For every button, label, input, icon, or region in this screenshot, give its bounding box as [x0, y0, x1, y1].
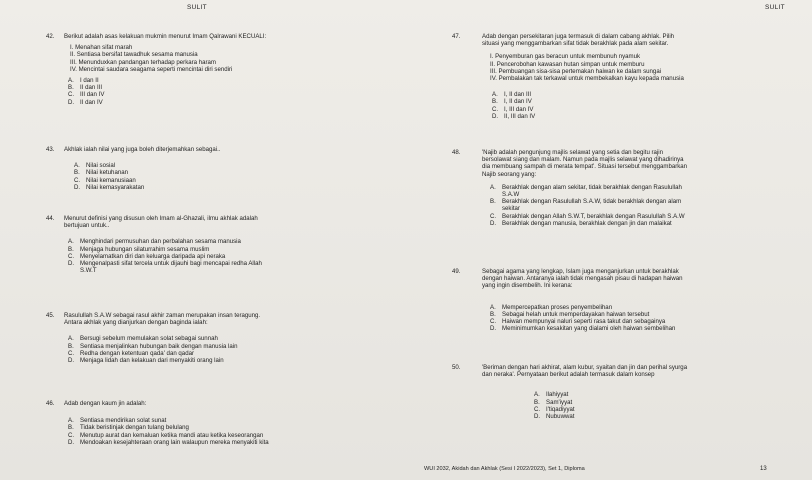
question-stem: bersolawat siang dan malam. Namun pada majlis selawat yang dihadirinya: [482, 156, 684, 164]
question-stem: Adab dengan persekitaran juga termasuk di dalam cabang akhlak. Pilih: [482, 33, 675, 40]
option-d[interactable]: D. Berakhlak dengan manusia, berakhlak dengan jin dan malaikat: [490, 219, 672, 227]
option-d[interactable]: D. Mendoakan kesejahteraan orang lain walaupun mereka menyakiti kita: [68, 438, 269, 446]
question-stem: bertujuan untuk..: [64, 222, 110, 230]
question-number: 49.: [452, 268, 461, 275]
option-c[interactable]: C. Nilai kemanusiaan: [74, 176, 136, 184]
option-b[interactable]: B. Nilai ketuhanan: [74, 169, 129, 177]
option-b-continuation: sekitar: [502, 205, 520, 213]
option-a[interactable]: A. Bersugi sebelum memulakan solat sebagai sunnah: [68, 335, 218, 343]
option-a[interactable]: A. Nilai sosial: [74, 162, 116, 170]
option-c[interactable]: C. III dan IV: [68, 91, 105, 99]
option-b[interactable]: B. Menjaga hubungan silaturrahim sesama muslim: [68, 245, 210, 253]
option-a-continuation: S.A.W: [502, 190, 520, 198]
option-a[interactable]: A. Menghindari permusuhan dan perbalahan sesama manusia: [68, 238, 241, 246]
option-d[interactable]: D. II, III dan IV: [492, 112, 536, 120]
option-b[interactable]: B. I, II dan IV: [492, 98, 532, 106]
option-b[interactable]: B. Sentiasa menjalinkan hubungan baik dengan manusia lain: [68, 342, 238, 350]
question-number: 48.: [452, 149, 461, 156]
option-d[interactable]: D. Mengenalpasti sifat tercela untuk dijauhi bagi mencapai redha Allah: [68, 259, 262, 267]
option-b[interactable]: B. Tidak beristinjak dengan tulang belulang: [68, 424, 189, 432]
option-a[interactable]: A. Ilahiyyat: [534, 391, 569, 399]
question-stem: yang ingin disembelih. Ini kerana:: [482, 282, 573, 290]
header-left: SULIT: [187, 4, 207, 11]
statement-item: III. Menunduxkan pandangan terhadap perkara haram: [70, 58, 217, 66]
question-stem: Rasulullah S.A.W sebagai rasul akhir zaman merupakan insan teragung.: [64, 312, 261, 319]
option-a[interactable]: A. Sentiasa mendirikan solat sunat: [68, 417, 167, 425]
question-stem: situasi yang menggambarkan sifat tidak berakhlak pada alam sekitar.: [482, 40, 669, 48]
page-number: 13: [760, 466, 767, 472]
option-a[interactable]: A. I dan II: [68, 76, 99, 84]
question-number: 43.: [46, 146, 55, 153]
question-stem: Sebagai agama yang lengkap, Islam juga menganjurkan untuk berakhlak: [482, 268, 679, 275]
statement-item: IV. Pembalakan tak terkawal untuk membekalkan kayu kepada manusia: [490, 74, 684, 82]
question-stem: 'Najib adalah pengunjung majlis selawat yang setia dan begitu rajin: [482, 149, 664, 156]
option-c[interactable]: C. Berakhlak dengan Allah S.W.T, berakhlak dengan Rasulullah S.A.W: [490, 212, 685, 220]
question-stem: Berikut adalah asas kelakuan mukmin menurut Imam Qalrawani KECUALI:: [64, 33, 267, 40]
statement-item: III. Pembuangan sisa-sisa pertemakan haiwan ke dalam sungai: [490, 67, 662, 75]
statement-item: II. Sentiasa bersifat tawadhuk sesama manusia: [70, 51, 198, 59]
option-d[interactable]: D. Menjaga lidah dan kelakuan dari menyakiti orang lain: [68, 356, 224, 364]
option-d[interactable]: D. Nilai kemasyarakatan: [74, 183, 145, 191]
page-footer: WUI 2032, Akidah dan Akhlak (Sesi I 2022/2023), Set 1, Diploma: [424, 466, 585, 472]
option-c[interactable]: C. I, III dan IV: [492, 105, 534, 113]
question-stem: Akhlak ialah nilai yang juga boleh diterjemahkan sebagai..: [64, 146, 221, 153]
option-a[interactable]: A. Mempercepatkan proses penyembelihan: [490, 303, 613, 311]
question-number: 42.: [46, 33, 55, 40]
question-stem: 'Beriman dengan hari akhirat, alam kubur, syaitan dan jin dan perihal syurga: [482, 364, 688, 371]
option-d[interactable]: D. Nubuwwat: [534, 412, 575, 420]
option-c[interactable]: C. Haiwan mempunyai naluri seperti rasa takut dan sebagainya: [490, 317, 666, 325]
option-c[interactable]: C. Redha dengan ketentuan qada' dan qadar: [68, 349, 194, 357]
statement-item: II. Pencerobohan kawasan hutan simpan untuk memburu: [490, 60, 645, 68]
option-b[interactable]: B. Berakhlak dengan Rasulullah S.A.W, tidak berakhlak dengan alam: [490, 198, 682, 206]
option-b[interactable]: B. Sam'iyyat: [534, 398, 573, 406]
option-c[interactable]: C. Menutup aurat dan kemaluan ketika mandi atau ketika keseorangan: [68, 431, 264, 439]
question-stem: dia membuang sampah di merata tempat'. Situasi tersebut menggambarkan: [482, 163, 688, 171]
question-number: 46.: [46, 400, 55, 407]
statement-item: I. Penyemburan gas beracun untuk membunuh nyamuk: [490, 53, 641, 61]
question-number: 44.: [46, 215, 55, 222]
question-stem: Antara akhlak yang dianjurkan dengan baginda ialah:: [64, 319, 208, 327]
option-b[interactable]: B. Sebagai helah untuk memperdayakan haiwan tersebut: [490, 310, 650, 318]
question-number: 45.: [46, 312, 55, 319]
option-a[interactable]: A. Berakhlak dengan alam sekitar, tidak berakhlak dengan Rasulullah: [490, 183, 682, 191]
statement-item: I. Menahan sifat marah: [70, 44, 133, 52]
question-stem: Menurut definisi yang disusun oleh Imam al-Ghazali, ilmu akhlak adalah: [64, 215, 258, 222]
question-stem: dengan haiwan. Antaranya ialah tidak mengasah pisau di hadapan haiwan: [482, 275, 683, 283]
option-d[interactable]: D. Meminimumkan kesakitan yang dialami oleh haiwan sembelihan: [490, 325, 676, 333]
option-d-continuation: S.W.T: [80, 267, 97, 275]
question-number: 47.: [452, 33, 461, 40]
question-stem: Najib seorang yang:: [482, 170, 537, 178]
question-stem: Adab dengan kaum jin adalah:: [64, 400, 147, 407]
option-b[interactable]: B. II dan III: [68, 84, 103, 92]
statement-item: IV. Mencintai saudara seagama seperti mencintai diri sendiri: [70, 65, 233, 73]
option-a[interactable]: A. I, II dan III: [492, 91, 532, 99]
option-c[interactable]: C. Menyelamatkan diri dan keluarga daripada api neraka: [68, 252, 226, 260]
option-d[interactable]: D. II dan IV: [68, 98, 103, 106]
question-stem: dan neraka'. Pernyataan berikut adalah termasuk dalam konsep: [482, 371, 655, 379]
question-number: 50.: [452, 364, 461, 371]
header-right: SULIT: [765, 4, 785, 11]
option-c[interactable]: C. I'tiqadiyyat: [534, 405, 575, 413]
